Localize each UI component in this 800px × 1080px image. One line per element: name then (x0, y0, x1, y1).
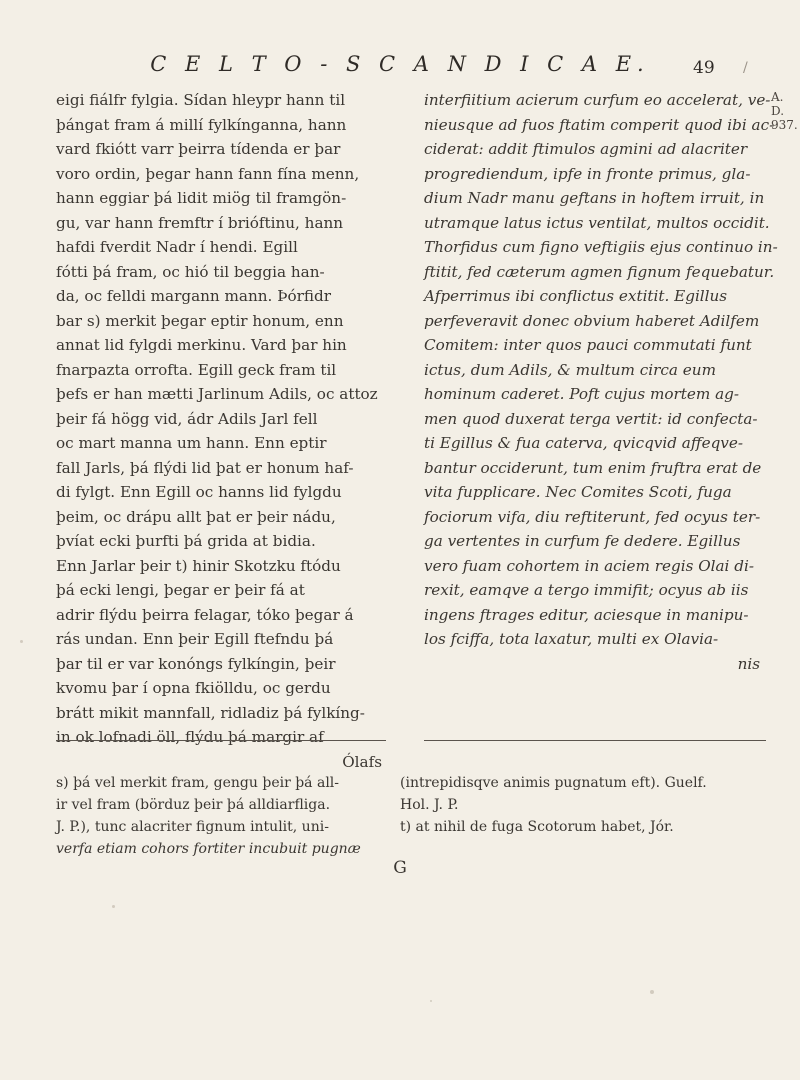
text-line: nieusque ad fuos ftatim comperit quod ibi ac- (424, 115, 775, 134)
text-line: þeir fá högg vid, ádr Adils Jarl fell (56, 409, 318, 428)
signature-mark: G (393, 858, 407, 878)
text-line: Afperrimus ibi conflictus extitit. Egillus (424, 287, 728, 305)
text-line: bantur occiderunt, tum enim fruftra erat de (424, 458, 762, 477)
text-line: þefs er han mætti Jarlinum Adils, oc attoz (56, 385, 378, 403)
icelandic-text-column (56, 88, 382, 774)
text-line: vita fupplicare. Nec Comites Scoti, fuga (424, 483, 732, 501)
text-line: hafdi fverdit Nadr í hendi. Egill (56, 238, 298, 256)
text-line: utramque latus ictus ventilat, multos occidit. (424, 213, 770, 232)
text-line: þángat fram á millí fylkínganna, hann (56, 115, 347, 134)
footnotes-right (400, 772, 770, 838)
text-line: progrediendum, ipfe in fronte primus, gla- (424, 164, 751, 183)
text-line: brátt mikit mannfall, ridladiz þá fylkíng- (56, 703, 365, 722)
text-line: eigi fiálfr fylgia. Sídan hleypr hann til (56, 91, 346, 109)
text-line: hann eggiar þá lidit miög til framgön- (56, 189, 347, 207)
footnote-rule-right (424, 740, 766, 741)
text-line: rás undan. Enn þeir Egill ftefndu þá (56, 630, 334, 648)
footnote-line: s) þá vel merkit fram, gengu þeir þá all- (56, 775, 340, 791)
margin-note (771, 90, 800, 132)
text-line: los fciffa, tota laxatur, multi ex Olavia- (424, 630, 719, 648)
text-line: fótti þá fram, oc hió til beggia han- (56, 262, 325, 281)
latin-text-column (424, 88, 778, 676)
catchword: Ólafs (342, 752, 382, 771)
footnote-rule-left (56, 740, 386, 741)
text-line: Comitem: inter quos pauci commutati funt (424, 336, 752, 354)
text-line: þvíat ecki þurfti þá grida at bidia. (56, 532, 316, 550)
page-number: 49 (693, 58, 715, 78)
text-line: oc mart manna um hann. Enn eptir (56, 434, 327, 452)
corner-mark: / (743, 60, 748, 76)
text-line: rexit, eamqve a tergo immifit; ocyus ab iis (424, 581, 749, 599)
margin-note-year-label: A. D. (771, 90, 785, 118)
text-line: ingens ftrages editur, aciesque in manipu- (424, 605, 749, 624)
text-line: fociorum vifa, diu reftiterunt, fed ocyus ter- (424, 507, 761, 526)
running-head: C E L T O - S C A N D I C A E. (150, 52, 650, 76)
footnote-line: ir vel fram (börduz þeir þá alldiarfliga. (56, 797, 331, 813)
paper-speck (650, 990, 654, 994)
footnote-line: Hol. J. P. (400, 797, 459, 813)
margin-note-year: 937. (771, 118, 798, 132)
footnote-line: (intrepidisqve animis pugnatum eft). Guelf. (400, 775, 707, 791)
text-line: þeim, oc drápu allt þat er þeir nádu, (56, 507, 336, 526)
text-line: fall Jarls, þá flýdi lid þat er honum haf- (56, 458, 354, 477)
text-line: kvomu þar í opna fkiölldu, oc gerdu (56, 679, 331, 697)
text-line: interfiitium acierum curfum eo accelerat, ve- (424, 91, 771, 109)
text-line: fnarpazta orrofta. Egill geck fram til (56, 360, 337, 379)
text-line: voro ordin, þegar hann fann fína menn, (56, 164, 360, 183)
catchword: nis (737, 654, 760, 673)
text-line: ciderat: addit ftimulos agmini ad alacriter (424, 140, 748, 158)
text-line: perfeveravit donec obvium haberet Adilfem (424, 311, 760, 330)
text-line: þar til er var konóngs fylkíngin, þeir (56, 654, 336, 673)
text-line: da, oc felldi margann mann. Þórfidr (56, 287, 331, 305)
text-line: bar s) merkit þegar eptir honum, enn (56, 311, 344, 330)
text-line: þá ecki lengi, þegar er þeir fá at (56, 581, 305, 599)
footnotes-left (56, 772, 386, 860)
text-line: in ok lofnadi öll, flýdu þá margir af (56, 728, 324, 746)
footnote-line: verfa etiam cohors fortiter incubuit pugnæ (56, 841, 361, 857)
text-line: hominum caderet. Poft cujus mortem ag- (424, 385, 739, 403)
text-line: di fylgt. Enn Egill oc hanns lid fylgdu (56, 483, 342, 501)
text-line: vard fkiótt varr þeirra tídenda er þar (56, 140, 341, 158)
text-line: ti Egillus & fua caterva, qvicqvid affeqve- (424, 434, 744, 452)
text-line: adrir flýdu þeirra felagar, tóko þegar á (56, 605, 354, 624)
text-line: men quod duxerat terga vertit: id confecta- (424, 409, 758, 428)
paper-speck (112, 905, 115, 908)
text-line: ga vertentes in curfum fe dedere. Egillus (424, 532, 741, 550)
text-line: vero fuam cohortem in aciem regis Olai di- (424, 556, 754, 575)
text-line: annat lid fylgdi merkinu. Vard þar hin (56, 336, 347, 354)
text-line: ftitit, fed cæterum agmen fignum fequebatur. (424, 262, 775, 281)
text-line: Enn Jarlar þeir t) hinir Skotzku ftódu (56, 556, 341, 575)
text-line: dium Nadr manu geftans in hoftem irruit, in (424, 189, 765, 207)
footnote-line: J. P.), tunc alacriter fignum intulit, uni- (56, 819, 329, 835)
paper-speck (20, 640, 23, 643)
paper-speck (430, 1000, 432, 1002)
text-line: gu, var hann fremftr í brióftinu, hann (56, 213, 344, 232)
text-line: ictus, dum Adils, & multum circa eum (424, 360, 716, 379)
footnote-line: t) at nihil de fuga Scotorum habet, Jór. (400, 819, 674, 835)
text-line: Thorfidus cum figno veftigiis ejus continuo in- (424, 238, 778, 256)
